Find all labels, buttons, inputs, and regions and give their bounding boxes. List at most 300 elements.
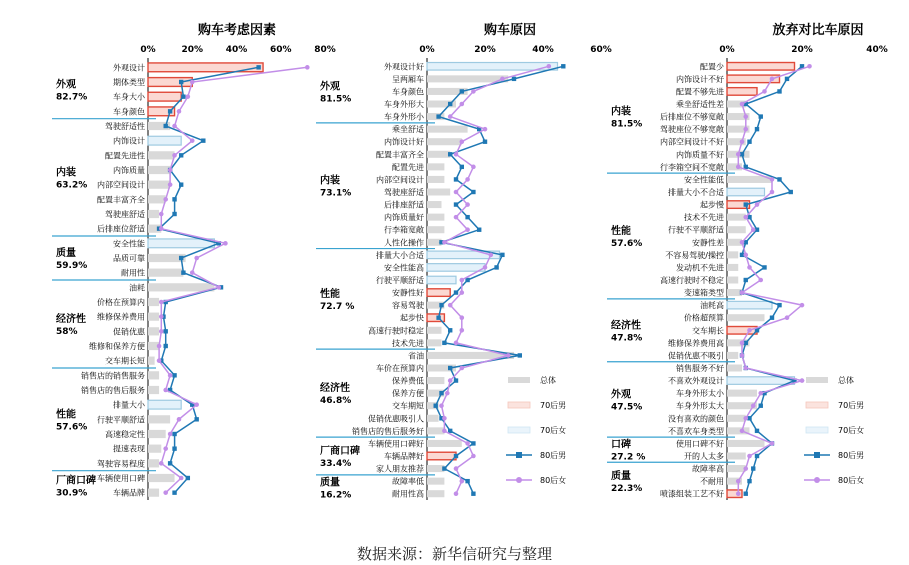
- point-80m: [777, 89, 781, 93]
- bar-overall: [727, 452, 746, 459]
- point-80m: [477, 228, 481, 232]
- point-80f: [489, 253, 494, 258]
- bar-overall: [148, 415, 170, 423]
- data-source-note: 数据来源：新华信研究与整理: [356, 545, 552, 563]
- point-80m: [179, 80, 183, 84]
- group-percent: 59.9%: [56, 261, 88, 271]
- legend-label: 70后女: [838, 426, 865, 435]
- bar-overall: [148, 181, 170, 189]
- point-80f: [454, 215, 459, 220]
- point-80m: [762, 265, 766, 269]
- category-label: 交车期短: [392, 401, 424, 411]
- point-80f: [223, 241, 228, 246]
- x-tick-label: 0%: [419, 45, 435, 55]
- point-80f: [454, 190, 459, 195]
- point-80f: [194, 402, 199, 407]
- category-label: 配置先进: [392, 162, 424, 172]
- point-80f: [159, 300, 164, 305]
- point-80f: [506, 353, 511, 358]
- point-80f: [177, 109, 182, 114]
- x-tick-label: 20%: [181, 45, 204, 55]
- category-label: 价格超预算: [684, 313, 724, 323]
- point-80m: [179, 182, 183, 186]
- point-80f: [159, 461, 164, 466]
- group-percent: 33.4%: [320, 459, 352, 469]
- point-80m: [172, 197, 176, 201]
- bar-overall: [148, 210, 159, 218]
- point-80f: [442, 240, 447, 245]
- point-80f: [190, 80, 195, 85]
- group-name: 口碑: [611, 439, 631, 451]
- category-label: 安静性差: [692, 238, 724, 248]
- point-80f: [465, 202, 470, 207]
- bar-overall: [148, 445, 161, 453]
- category-label: 车身外形太大: [676, 401, 724, 411]
- point-80m: [471, 190, 475, 194]
- bar-highlight-red: [427, 452, 456, 460]
- point-80m: [439, 391, 443, 395]
- category-label: 发动机不先进: [676, 263, 724, 273]
- bar-overall: [427, 440, 462, 447]
- point-80m: [448, 102, 452, 106]
- bar-overall: [427, 465, 444, 472]
- point-80f: [471, 89, 476, 94]
- point-80m: [436, 316, 440, 320]
- bar-overall: [427, 226, 444, 233]
- chart-title: 购车考虑因素: [197, 23, 277, 38]
- point-80f: [454, 152, 459, 157]
- point-80m: [172, 490, 176, 494]
- group-name: 外观: [611, 389, 631, 401]
- bar-overall: [727, 364, 742, 371]
- category-label: 车身外形大: [384, 100, 424, 109]
- point-80m: [755, 127, 759, 131]
- legend-label: 80后女: [540, 476, 567, 485]
- bar-overall: [148, 430, 166, 438]
- category-label: 内部空间设计: [97, 180, 145, 190]
- point-80f: [740, 139, 745, 144]
- bar-overall: [427, 201, 442, 208]
- legend-swatch-70f: [806, 427, 828, 433]
- bar-overall: [427, 327, 442, 334]
- point-80f: [740, 240, 745, 245]
- category-label: 价格在预算内: [97, 298, 145, 307]
- point-80f: [762, 89, 767, 94]
- category-label: 销售店的售后服务好: [352, 426, 424, 436]
- point-80m: [168, 109, 172, 113]
- point-80f: [157, 358, 162, 363]
- chart-title: 购车原因: [483, 23, 537, 38]
- point-80f: [736, 479, 741, 484]
- group-percent: 22.3%: [611, 484, 643, 495]
- bar-overall: [427, 214, 444, 221]
- point-80f: [736, 491, 741, 496]
- category-label: 促销优惠: [113, 327, 145, 337]
- category-label: 维修保养费用: [97, 312, 145, 322]
- category-label: 车身外形太小: [676, 389, 724, 399]
- point-80f: [172, 153, 177, 158]
- point-80f: [179, 476, 184, 481]
- category-label: 乘坐舒适性差: [676, 100, 724, 109]
- category-label: 耐用性: [121, 268, 145, 278]
- category-label: 家人朋友推荐: [376, 464, 424, 474]
- point-80f: [743, 215, 748, 220]
- point-80f: [460, 102, 465, 107]
- point-80f: [163, 446, 168, 451]
- point-80m: [454, 378, 458, 382]
- category-label: 销售服务不好: [676, 364, 724, 373]
- category-label: 内部空间设计不好: [660, 137, 724, 147]
- bar-highlight-red: [727, 88, 757, 96]
- category-label: 促销优惠吸引人: [368, 414, 424, 424]
- bar-overall: [427, 427, 444, 434]
- legend-swatch-70f: [508, 427, 530, 433]
- point-80f: [743, 416, 748, 421]
- group-percent: 82.7%: [56, 92, 88, 103]
- point-80f: [190, 270, 195, 275]
- group-percent: 16.2%: [320, 490, 352, 501]
- point-80f: [800, 303, 805, 308]
- category-label: 内饰设计好: [384, 137, 424, 147]
- category-label: 乘坐舒适: [392, 125, 424, 135]
- point-80m: [471, 492, 475, 496]
- category-label: 内饰设计: [113, 136, 145, 146]
- category-label: 配置不够先进: [676, 87, 724, 97]
- point-80f: [740, 353, 745, 358]
- bar-overall: [148, 371, 159, 379]
- bar-overall: [727, 251, 738, 258]
- point-80m: [168, 461, 172, 465]
- point-80m: [448, 366, 452, 370]
- category-label: 车辆品牌好: [384, 452, 424, 461]
- point-80f: [460, 278, 465, 283]
- bar-overall: [427, 138, 462, 145]
- point-80m: [439, 303, 443, 307]
- group-percent: 46.8%: [320, 396, 352, 407]
- point-80f: [483, 265, 488, 270]
- point-80m: [454, 202, 458, 206]
- point-80f: [740, 102, 745, 107]
- category-label: 使用口碑不好: [676, 439, 724, 449]
- category-label: 内饰设计不好: [676, 74, 724, 84]
- group-percent: 81.5%: [611, 119, 643, 130]
- category-label: 安全性能高: [384, 263, 424, 273]
- point-80f: [471, 165, 476, 170]
- point-80m: [454, 290, 458, 294]
- group-name: 厂商口碑: [320, 446, 360, 457]
- category-label: 配置少: [700, 62, 724, 72]
- point-80m: [755, 454, 759, 458]
- legend-2: [804, 375, 864, 485]
- bar-overall: [148, 386, 159, 394]
- category-label: 外观设计: [113, 63, 145, 73]
- point-80f: [448, 114, 453, 119]
- point-80f: [460, 290, 465, 295]
- point-80f: [460, 315, 465, 320]
- category-label: 配置丰富齐全: [97, 195, 145, 205]
- bar-highlight-red: [427, 289, 450, 297]
- category-label: 交车期长短: [105, 356, 145, 366]
- group-name: 厂商口碑: [56, 475, 96, 487]
- legend-marker-80m: [814, 452, 820, 458]
- category-label: 耐用性高: [392, 489, 424, 499]
- bar-overall: [148, 357, 155, 365]
- legend-label: 80后男: [540, 451, 567, 460]
- group-name: 经济性: [611, 320, 641, 332]
- group-name: 质量: [56, 248, 76, 259]
- point-80f: [483, 127, 488, 132]
- point-80f: [743, 127, 748, 132]
- group-name: 外观: [320, 81, 340, 93]
- bar-overall: [148, 195, 166, 203]
- legend-label: 80后男: [838, 451, 865, 460]
- bar-overall: [148, 151, 175, 159]
- bar-highlight-blue: [427, 264, 485, 272]
- bar-overall: [148, 166, 170, 174]
- point-80m: [442, 341, 446, 345]
- category-label: 人性化操作: [384, 238, 424, 248]
- point-80f: [747, 265, 752, 270]
- category-label: 驾驶舒适性: [105, 122, 145, 131]
- legend-label: 80后女: [838, 476, 865, 485]
- bar-highlight-blue: [148, 136, 181, 145]
- group-percent: 72.7 %: [320, 301, 355, 312]
- legend-label: 70后男: [838, 401, 865, 410]
- point-80m: [442, 466, 446, 470]
- bar-overall: [148, 313, 159, 321]
- point-80f: [465, 177, 470, 182]
- point-80f: [747, 328, 752, 333]
- category-label: 安静性好: [392, 288, 424, 298]
- point-80m: [789, 190, 793, 194]
- bar-overall: [148, 298, 159, 306]
- point-80f: [172, 124, 177, 129]
- point-80m: [483, 140, 487, 144]
- point-80m: [512, 77, 516, 81]
- point-80f: [807, 64, 812, 69]
- category-label: 故障率高: [692, 464, 724, 474]
- group-percent: 27.2 %: [611, 452, 646, 463]
- point-80m: [201, 138, 205, 142]
- bar-highlight-blue: [148, 400, 181, 409]
- group-percent: 63.2%: [56, 180, 88, 191]
- point-80m: [518, 353, 522, 357]
- bar-overall: [727, 440, 765, 447]
- bar-highlight-red: [148, 78, 192, 87]
- category-label: 不喜欢车身类型: [668, 426, 724, 436]
- category-label: 车身大小: [113, 92, 145, 102]
- group-name: 经济性: [56, 314, 86, 325]
- legend-swatch-overall: [508, 377, 530, 383]
- point-80m: [181, 270, 185, 274]
- point-80f: [217, 285, 222, 290]
- point-80m: [770, 316, 774, 320]
- group-name: 质量: [320, 477, 340, 489]
- point-80m: [436, 114, 440, 118]
- point-80f: [770, 190, 775, 195]
- legend-marker-80f: [516, 477, 522, 483]
- point-80m: [172, 446, 176, 450]
- x-tick-label: 0%: [140, 45, 156, 55]
- bar-overall: [427, 377, 444, 384]
- point-80f: [758, 391, 763, 396]
- bar-overall: [427, 490, 444, 497]
- point-80f: [442, 429, 447, 434]
- point-80m: [186, 476, 190, 480]
- point-80m: [777, 177, 781, 181]
- group-name: 内装: [56, 167, 76, 179]
- point-80f: [454, 491, 459, 496]
- point-80m: [744, 278, 748, 282]
- legend-label: 总体: [540, 376, 556, 385]
- category-label: 变速箱类型: [684, 288, 724, 298]
- category-label: 配置先进性: [105, 151, 145, 161]
- point-80f: [448, 303, 453, 308]
- point-80m: [747, 479, 751, 483]
- legend-swatch-overall: [806, 377, 828, 383]
- point-80f: [439, 403, 444, 408]
- point-80f: [460, 479, 465, 484]
- category-label: 内部空间设计: [376, 175, 424, 185]
- chart-panel-2: [316, 22, 612, 500]
- bar-overall: [727, 214, 746, 221]
- bar-overall: [427, 188, 450, 195]
- point-80f: [159, 329, 164, 334]
- category-label: 车身颜色: [392, 87, 424, 97]
- point-80f: [747, 454, 752, 459]
- category-label: 不容易驾驶/操控: [665, 250, 724, 260]
- category-label: 行李箱空间不宽敞: [660, 162, 724, 172]
- bar-overall: [727, 352, 738, 359]
- point-80f: [163, 197, 168, 202]
- point-80f: [471, 454, 476, 459]
- x-tick-label: 0%: [719, 45, 735, 55]
- category-label: 驾驶座舒适: [105, 210, 145, 219]
- point-80f: [758, 278, 763, 283]
- point-80f: [305, 65, 310, 70]
- legend-marker-80f: [814, 477, 820, 483]
- point-80m: [256, 65, 260, 69]
- category-label: 车价在预算内: [376, 364, 424, 373]
- category-label: 行驶平顺舒适: [376, 276, 424, 285]
- category-label: 驾驶容易程度: [97, 459, 145, 469]
- category-label: 不耐用: [700, 477, 724, 487]
- point-80f: [740, 290, 745, 295]
- bar-overall: [727, 264, 738, 271]
- category-label: 维修保养费用高: [668, 338, 724, 348]
- bar-overall: [727, 276, 738, 283]
- point-80m: [454, 177, 458, 181]
- x-tick-label: 20%: [474, 45, 496, 55]
- category-label: 驾驶座位不够宽敞: [660, 125, 724, 135]
- point-80m: [744, 202, 748, 206]
- x-tick-label: 40%: [866, 45, 888, 55]
- category-label: 促销优惠不吸引: [668, 351, 724, 361]
- category-label: 喷漆组装工艺不好: [660, 489, 724, 499]
- category-label: 安全性能低: [684, 175, 724, 185]
- point-80f: [465, 441, 470, 446]
- point-80f: [736, 165, 741, 170]
- category-label: 车身外形小: [384, 112, 424, 122]
- bar-overall: [148, 327, 159, 335]
- point-80m: [759, 114, 763, 118]
- category-label: 内饰质量: [113, 166, 145, 175]
- point-80f: [770, 441, 775, 446]
- point-80f: [465, 227, 470, 232]
- category-label: 车辆使用口碑好: [368, 439, 424, 449]
- point-80m: [181, 94, 185, 98]
- point-80f: [186, 94, 191, 99]
- category-label: 内饰质量好: [384, 213, 424, 223]
- point-80f: [454, 466, 459, 471]
- group-name: 质量: [611, 471, 631, 483]
- point-80f: [168, 168, 173, 173]
- category-label: 交车期长: [692, 326, 724, 336]
- bar-overall: [427, 339, 442, 346]
- category-label: 技术不先进: [684, 213, 724, 223]
- category-label: 品质可靠: [113, 254, 145, 263]
- point-80f: [800, 378, 805, 383]
- point-80m: [785, 77, 789, 81]
- category-label: 维修和保养方便: [89, 342, 145, 351]
- legend-label: 总体: [838, 376, 854, 385]
- group-percent: 57.6%: [56, 422, 88, 433]
- point-80f: [190, 138, 195, 143]
- point-80m: [777, 303, 781, 307]
- category-label: 排量大小合适: [376, 250, 424, 260]
- category-label: 排量大小不合适: [668, 188, 724, 197]
- category-label: 后排座位舒适: [97, 224, 145, 234]
- point-80f: [168, 182, 173, 187]
- x-tick-label: 60%: [590, 45, 612, 55]
- category-label: 配置丰富齐全: [376, 150, 424, 160]
- bar-overall: [727, 226, 746, 233]
- point-80f: [177, 417, 182, 422]
- group-name: 性能: [611, 226, 631, 237]
- point-80m: [172, 432, 176, 436]
- point-80f: [743, 114, 748, 119]
- category-label: 车辆使用口碑: [97, 474, 145, 483]
- category-label: 高速行驶时不稳定: [660, 276, 724, 285]
- point-80m: [179, 256, 183, 260]
- point-80f: [755, 202, 760, 207]
- point-80f: [736, 152, 741, 157]
- category-label: 起步快: [400, 313, 424, 323]
- bar-overall: [427, 478, 444, 485]
- legend-swatch-70m: [806, 402, 828, 408]
- point-80f: [448, 378, 453, 383]
- bar-overall: [727, 390, 757, 397]
- bar-highlight-red: [727, 63, 795, 71]
- point-80f: [442, 416, 447, 421]
- point-80m: [164, 344, 168, 348]
- point-80f: [159, 314, 164, 319]
- bar-overall: [148, 459, 159, 467]
- category-label: 油耗高: [700, 301, 724, 311]
- category-label: 后排座位不够宽敞: [660, 112, 724, 122]
- point-80m: [454, 454, 458, 458]
- point-80f: [445, 391, 450, 396]
- bar-overall: [427, 151, 450, 158]
- point-80f: [168, 432, 173, 437]
- point-80f: [785, 315, 790, 320]
- category-label: 排量大小: [113, 400, 145, 410]
- group-name: 性能: [56, 409, 76, 421]
- category-label: 销售店的售后服务: [81, 386, 145, 395]
- point-80f: [770, 177, 775, 182]
- category-label: 呈两厢车: [392, 74, 424, 84]
- bar-overall: [727, 415, 746, 422]
